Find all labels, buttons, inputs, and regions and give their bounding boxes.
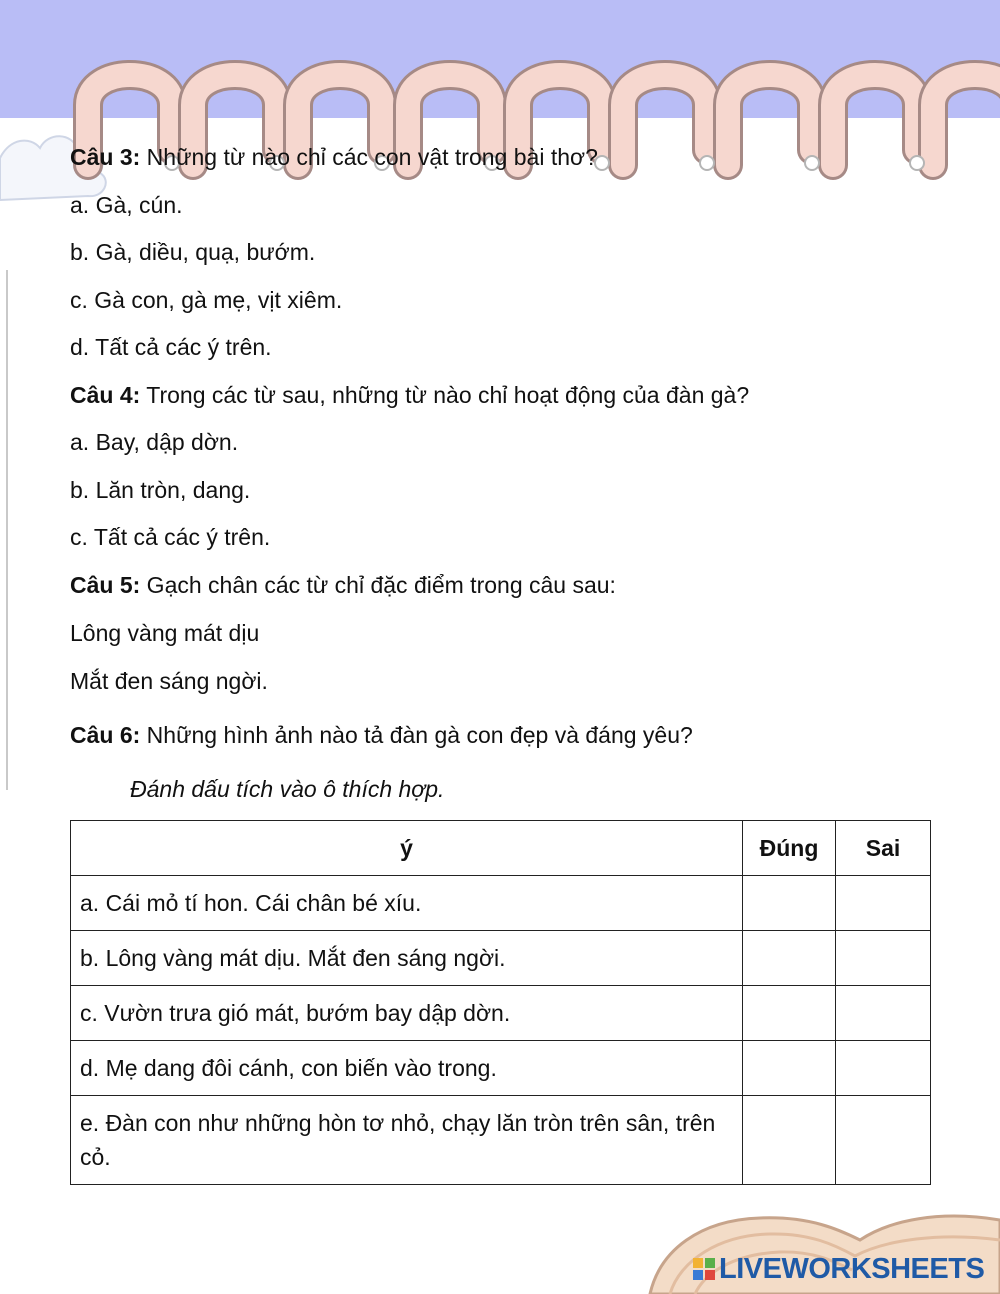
true-checkbox-cell[interactable] [743,1096,836,1185]
q4-option-b: b. Lăn tròn, dang. [70,477,251,503]
answer-table [70,820,931,1185]
false-checkbox-cell[interactable] [836,1096,931,1185]
table-row [71,1041,931,1096]
brand-name: LIVEWORKSHEETS [719,1252,985,1285]
table-row [71,876,931,931]
row-option-text: a. Cái mỏ tí hon. Cái chân bé xíu. [71,876,743,931]
true-checkbox-cell[interactable] [743,986,836,1041]
question-text: Gạch chân các từ chỉ đặc điểm trong câu sau: [140,572,616,598]
q3-option-c: c. Gà con, gà mẹ, vịt xiêm. [70,287,343,313]
table-row [71,931,931,986]
question-label: Câu 6: [70,722,141,748]
question-5 [70,571,616,599]
q3-option-a: a. Gà, cún. [70,192,183,218]
ring [833,75,917,165]
ring [623,75,707,165]
table-row [71,1096,931,1185]
question-6 [70,721,693,749]
question-label: Câu 3: [70,144,141,170]
false-checkbox-cell[interactable] [836,931,931,986]
header-option: ý [71,821,743,876]
q5-sentence-line-2: Mắt đen sáng ngời. [70,668,268,694]
notebook-left-edge [0,270,8,790]
row-option-text: e. Đàn con như những hòn tơ nhỏ, chạy lăn tròn trên sân, trên cỏ. [71,1096,743,1185]
question-text: Trong các từ sau, những từ nào chỉ hoạt động của đàn gà? [140,382,750,408]
row-option-text: d. Mẹ dang đôi cánh, con biến vào trong. [71,1041,743,1096]
q4-option-a: a. Bay, dập dờn. [70,429,239,455]
question-label: Câu 4: [70,382,141,408]
ring [728,75,812,165]
ring [933,75,1000,165]
row-option-text: c. Vườn trưa gió mát, bướm bay dập dờn. [71,986,743,1041]
notebook-rings-decoration [0,55,1000,195]
q3-option-b: b. Gà, diều, quạ, bướm. [70,239,316,265]
table-row [71,986,931,1041]
true-checkbox-cell[interactable] [743,876,836,931]
logo-blocks-icon [692,1257,716,1281]
question-text: Những hình ảnh nào tả đàn gà con đẹp và đáng yêu? [140,722,693,748]
q3-option-d: d. Tất cả các ý trên. [70,334,272,360]
question-text: Những từ nào chỉ các con vật trong bài thơ? [140,144,598,170]
table-header-row [71,821,931,876]
q6-instruction: Đánh dấu tích vào ô thích hợp. [130,776,445,802]
q4-option-c: c. Tất cả các ý trên. [70,524,271,550]
false-checkbox-cell[interactable] [836,1041,931,1096]
false-checkbox-cell[interactable] [836,986,931,1041]
true-checkbox-cell[interactable] [743,931,836,986]
q5-sentence-line-1: Lông vàng mát dịu [70,620,260,646]
liveworksheets-logo [692,1252,984,1286]
header-false: Sai [836,821,931,876]
question-3 [70,143,598,171]
true-checkbox-cell[interactable] [743,1041,836,1096]
question-4 [70,381,749,409]
header-true: Đúng [743,821,836,876]
row-option-text: b. Lông vàng mát dịu. Mắt đen sáng ngời. [71,931,743,986]
question-label: Câu 5: [70,572,141,598]
false-checkbox-cell[interactable] [836,876,931,931]
